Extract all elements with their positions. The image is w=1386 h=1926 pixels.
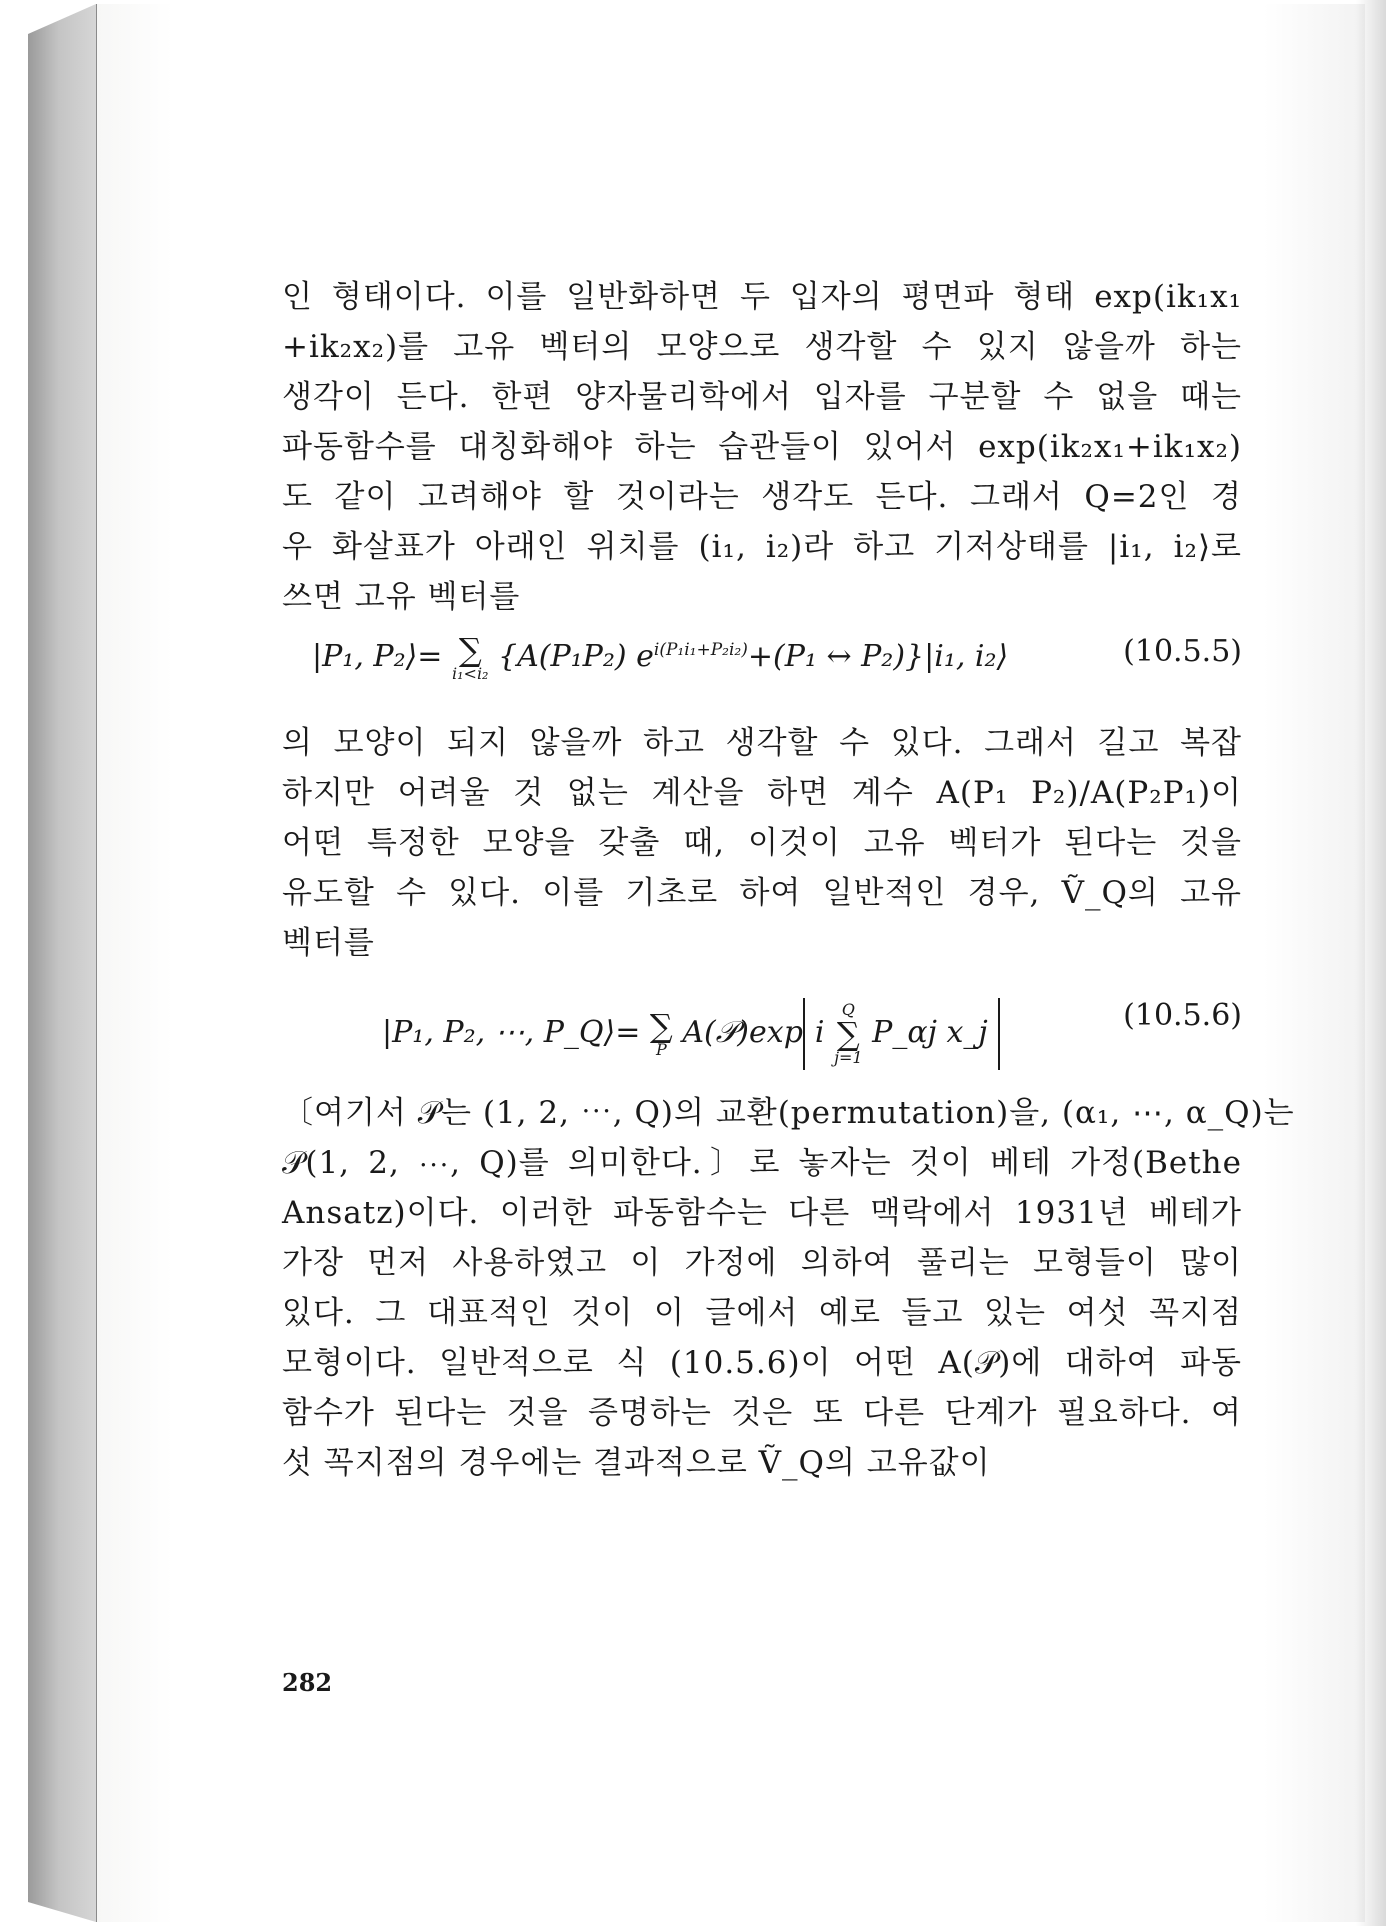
text-line: 유도할 수 있다. 이를 기초로 하여 일반적인 경우, Ṽ_Q의 고유 [282, 875, 1242, 911]
equation-tail: +(P₁ ↔ P₂)}|i₁, i₂⟩ [747, 639, 1009, 674]
equation-10-5-5 [282, 622, 1242, 718]
equation-lhs: |P₁, P₂, ⋯, P_Q⟩= [382, 1015, 641, 1050]
equation-body: {A(P₁P₂) e [498, 639, 654, 674]
text-line: 생각이 든다. 한편 양자물리학에서 입자를 구분할 수 없을 때는 [282, 379, 1242, 415]
text-line: 함수가 된다는 것을 증명하는 것은 또 다른 단계가 필요하다. 여 [282, 1395, 1242, 1431]
square-bracket [803, 998, 1000, 1070]
text-line: 가장 먼저 사용하였고 이 가정에 의하여 풀리는 모형들이 많이 [282, 1245, 1242, 1281]
page-number: 282 [282, 1668, 333, 1697]
bracket-body: P_αj x_j [872, 1015, 988, 1050]
summation [452, 631, 489, 683]
equation-number: (10.5.5) [1123, 634, 1242, 669]
sigma-symbol: ∑ [649, 1007, 673, 1045]
text-line: 쓰면 고유 벡터를 [282, 579, 521, 615]
text-line: 𝒫(1, 2, ⋯, Q)를 의미한다.〕로 놓자는 것이 베테 가정(Bethe [282, 1145, 1242, 1181]
text-line: 모형이다. 일반적으로 식 (10.5.6)이 어떤 A(𝒫)에 대하여 파동 [282, 1345, 1242, 1381]
summation [834, 1002, 863, 1066]
text-line: 파동함수를 대칭화해야 하는 습관들이 있어서 exp(ik₂x₁+ik₁x₂) [282, 429, 1242, 465]
text-line: +ik₂x₂)를 고유 벡터의 모양으로 생각할 수 있지 않을까 하는 [282, 329, 1242, 365]
sum-lower-index: P [655, 1040, 667, 1059]
page-content [282, 272, 1295, 1488]
text-line: 우 화살표가 아래인 위치를 (i₁, i₂)라 하고 기저상태를 |i₁, i₂⟩로 [282, 529, 1242, 565]
text-line: Ansatz)이다. 이러한 파동함수는 다른 맥락에서 1931년 베테가 [282, 1195, 1242, 1231]
equation-lhs: |P₁, P₂⟩= [312, 639, 443, 674]
equation-number: (10.5.6) [1123, 998, 1242, 1033]
text-line: 벡터를 [282, 925, 375, 961]
text-line: 어떤 특정한 모양을 갖출 때, 이것이 고유 벡터가 된다는 것을 [282, 825, 1242, 861]
text-line: 인 형태이다. 이를 일반화하면 두 입자의 평면파 형태 exp(ik₁x₁ [282, 279, 1242, 315]
equation-formula [382, 998, 1000, 1070]
book-spine [28, 4, 96, 1922]
equation-middle: A(𝒫)exp [682, 1015, 803, 1050]
text-line: 섯 꼭지점의 경우에는 결과적으로 Ṽ_Q의 고유값이 [282, 1445, 991, 1481]
page-edge-shadow [1356, 0, 1386, 1926]
text-line: 도 같이 고려해야 할 것이라는 생각도 든다. 그래서 Q=2인 경 [282, 479, 1242, 515]
text-line: 있다. 그 대표적인 것이 이 글에서 예로 들고 있는 여섯 꼭지점 [282, 1295, 1242, 1331]
bracket-i: i [814, 1015, 825, 1050]
sum-lower-index: j=1 [834, 1048, 863, 1067]
equation-exponent: i(P₁i₁+P₂i₂) [653, 640, 748, 660]
paragraph-1 [282, 272, 1242, 622]
text-line: 의 모양이 되지 않을까 하고 생각할 수 있다. 그래서 길고 복잡 [282, 725, 1242, 761]
text-line: 〔여기서 𝒫는 (1, 2, ⋯, Q)의 교환(permutation)을, (α₁, ⋯, α_Q)는 [282, 1095, 1295, 1131]
paragraph-3 [282, 1088, 1295, 1488]
sigma-symbol: ∑ [458, 631, 482, 669]
text-line: 하지만 어려울 것 없는 계산을 하면 계수 A(P₁ P₂)/A(P₂P₁)이 [282, 775, 1242, 811]
sigma-symbol: ∑ [836, 1015, 860, 1053]
summation [649, 1007, 673, 1059]
sum-upper-index: Q [841, 1000, 855, 1019]
sum-lower-index: i₁<i₂ [452, 664, 489, 683]
equation-10-5-6 [282, 968, 1242, 1088]
equation-formula [312, 631, 1009, 683]
paragraph-2 [282, 718, 1242, 968]
